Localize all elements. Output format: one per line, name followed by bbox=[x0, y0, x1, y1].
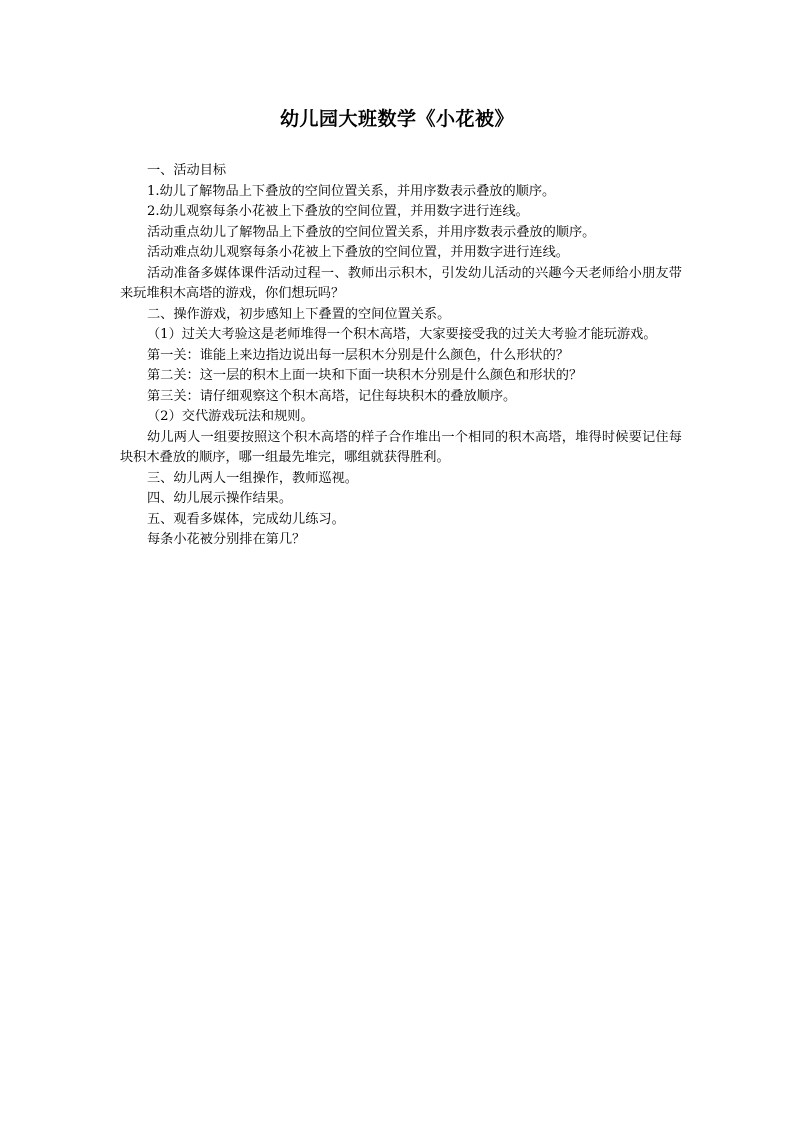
paragraph: 二、操作游戏，初步感知上下叠置的空间位置关系。 bbox=[147, 306, 451, 322]
document-body bbox=[120, 161, 682, 551]
paragraph: （1）过关大考验这是老师堆得一个积木高塔，大家要接受我的过关大考验才能玩游戏。 bbox=[147, 327, 657, 342]
paragraph: 一、活动目标 bbox=[147, 163, 227, 178]
paragraph: 活动准备多媒体课件活动过程一、教师出示积木，引发幼儿活动的兴趣今天老师给小朋友带来玩堆积木高塔的游戏，你们想玩吗？ bbox=[120, 265, 682, 301]
paragraph: 活动难点幼儿观察每条小花被上下叠放的空间位置，并用数字进行连线。 bbox=[147, 245, 569, 260]
document-title: 幼儿园大班数学《小花被》 bbox=[279, 108, 514, 130]
paragraph: 五、观看多媒体，完成幼儿练习。 bbox=[147, 511, 345, 527]
paragraph: 第三关：请仔细观察这个积木高塔，记住每块积木的叠放顺序。 bbox=[147, 388, 517, 404]
paragraph: 四、幼儿展示操作结果。 bbox=[147, 491, 293, 506]
paragraph: 三、幼儿两人一组操作，教师巡视。 bbox=[147, 470, 358, 486]
paragraph: 2.幼儿观察每条小花被上下叠放的空间位置，并用数字进行连线。 bbox=[147, 204, 529, 219]
paragraph: 第二关：这一层的积木上面一块和下面一块积木分别是什么颜色和形状的？ bbox=[147, 368, 583, 383]
paragraph: 每条小花被分别排在第几？ bbox=[147, 532, 306, 547]
paragraph: 幼儿两人一组要按照这个积木高塔的样子合作堆出一个相同的积木高塔，堆得时候要记住每块积木叠放的顺序，哪一组最先堆完，哪组就获得胜利。 bbox=[120, 429, 682, 465]
paragraph: （2）交代游戏玩法和规则。 bbox=[147, 409, 314, 424]
paragraph: 活动重点幼儿了解物品上下叠放的空间位置关系，并用序数表示叠放的顺序。 bbox=[147, 224, 596, 240]
paragraph: 第一关：谁能上来边指边说出每一层积木分别是什么颜色，什么形状的？ bbox=[147, 347, 569, 363]
paragraph: 1.幼儿了解物品上下叠放的空间位置关系，并用序数表示叠放的顺序。 bbox=[147, 183, 556, 199]
